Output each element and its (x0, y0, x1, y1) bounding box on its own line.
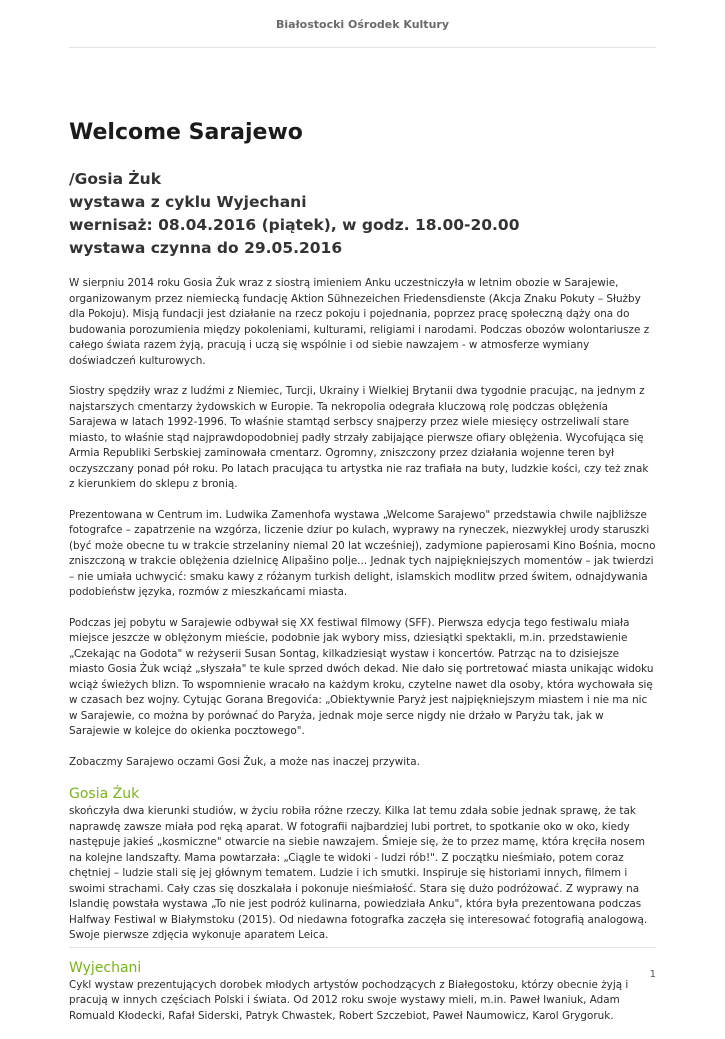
page-number: 1 (649, 969, 656, 980)
section-heading: Gosia Żuk (69, 786, 140, 802)
paragraph: W sierpniu 2014 roku Gosia Żuk wraz z siostrą imieniem Anku uczestniczyła w letnim obozie w Sarajewie, organizowanym przez niemiecką fundację Aktion Sühnezeichen Friedensdienste (Akcja Znaku Pokuty – Służby dla Pokoju). Misją fundacji jest działanie na rzecz pokoju i pojednania, poprzez pracę społeczną dąży ona do budowania porozumienia między pokoleniami, kulturami, religiami i narodami. Podczas obozów wolontariusze z całego świata razem żyją, pracują i uczą się wspólnie i od siebie nawzajem - w atmosferze wymiany doświadczeń kulturowych. (69, 277, 650, 367)
opening-line: wernisaż: 08.04.2016 (piątek), w godz. 18.00-20.00 (69, 216, 520, 234)
page-header (69, 0, 656, 48)
duration-line: wystawa czynna do 29.05.2016 (69, 239, 343, 257)
paragraph: Siostry spędziły wraz z ludźmi z Niemiec, Turcji, Ukrainy i Wielkiej Brytanii dwa tygodnie pracując, na jednym z najstarszych cmentarzy żydowskich w Europie. Ta nekropolia odegrała kluczową rolę podczas oblężenia Sarajewa w latach 1992-1996. To właśnie stamtąd serbscy snajperzy przez wiele miesięcy ostrzeliwali stare miasto, to właśnie stąd najprawdopodobniej padły strzały zabijające pierwsze ofiary oblężenia. Wycofująca się Armia Republiki Serbskiej zaminowała cmentarz. Ogromny, zniszczony przez działania wojenne teren był oczyszczany ponad pół roku. Po latach pracująca tu artystka nie raz trafiała na buty, ludzkie kości, czy też znak z kierunkiem do sklepu z bronią. (69, 385, 649, 490)
article-body (69, 276, 656, 770)
author-bio-section (69, 785, 656, 944)
paragraph: Podczas jej pobytu w Sarajewie odbywał się XX festiwal filmowy (SFF). Pierwsza edycja tego festiwalu miała miejsce jeszcze w oblężonym mieście, podobnie jak wybory miss, dziesiątki spektakli, m.in. przedstawienie „Czekając na Godota" w reżyserii Susan Sontag, kilkadziesiąt wystaw i koncertów. Patrząc na to dzisiejsze miasto Gosia Żuk wciąż „słyszała" te kule sprzed dwóch dekad. Nie dało się portretować miasta unikając widoku wciąż świeżych blizn. To wspomnienie wracało na każdym kroku, czytelne nawet dla osoby, która wychowała się w czasach bez wojny. Cytując Gorana Bregovića: „Obiektywnie Paryż jest najpiękniejszym miastem i nie ma nic w Sarajewie, co można by porównać do Paryża, jednak moje serce nigdy nie drżało w Paryżu tak, jak w Sarajewie w kolejce do okienka pocztowego". (69, 616, 654, 737)
site-name: Białostocki Ośrodek Kultury (276, 18, 449, 31)
article-content (69, 117, 656, 1039)
section-heading: Wyjechani (69, 959, 142, 976)
section-text: Cykl wystaw prezentujących dorobek młodych artystów pochodzących z Białegostoku, którzy obecnie żyją i pracują w innych częściach Polski i świata. Od 2012 roku swoje wystawy mieli, m.in. Paweł Iwaniuk, Adam Romuald Kłodecki, Rafał Siderski, Patryk Chwastek, Robert Szczebiot, Paweł Naumowicz, Karol Grygoruk. (69, 978, 629, 1022)
section-text: skończyła dwa kierunki studiów, w życiu robiła różne rzeczy. Kilka lat temu zdała sobie jednak sprawę, że tak naprawdę zawsze miała pod ręką aparat. W fotografii najbardziej lubi portret, to spotkanie oko w oko, kiedy następuje jakieś „kosmiczne" otwarcie na siebie nawzajem. Śmieje się, że to przez mamę, która kręciła nosem na kolejne landszafty. Mama powtarzała: „Ciągle te widoki - ludzi rób!". Z początku nieśmiało, potem coraz chętniej – ludzie stali się jej głównym tematem. Ludzie i ich smutki. Inspiruje się historiami innych, filmem i swoimi strachami. Cały czas się doszkalała i pokonuje nieśmiałość. Stara się dużo podróżować. Z wyprawy na Islandię powstała wystawa „To nie jest podróż kulinarna, powiedziała Anku", która była prezentowana podczas Halfway Festiwal w Białymstoku (2015). Od niedawna fotografka zaczęła się interesować fotografią analogową. Swoje pierwsze zdjęcia wykonuje aparatem Leica. (69, 805, 648, 941)
series-section (69, 959, 656, 1025)
article-subtitle (69, 168, 656, 260)
paragraph: Zobaczmy Sarajewo oczami Gosi Żuk, a może nas inaczej przywita. (69, 755, 420, 768)
series-line: wystawa z cyklu Wyjechani (69, 193, 307, 211)
paragraph: Prezentowana w Centrum im. Ludwika Zamenhofa wystawa „Welcome Sarajewo" przedstawia chwile najbliższe fotografce – zapatrzenie na wzgórza, liczenie dziur po kulach, wyprawy na ryneczek, niezwykłej urody staruszki (być może obecne tu w trakcie strzelaniny niemal 20 lat wcześniej), zadymione papierosami Kino Bośnia, mocno zniszczoną w trakcie oblężenia dzielnicę Alipašino polje... Jednak tych najpiękniejszych momentów – jak twierdzi – nie umiała uchwycić: smaku kawy z różanym turkish delight, islamskich modlitw przed świtem, odnajdywania podobieństw języka, rozmów z mieszkańcami miasta. (69, 508, 656, 598)
author-line: /Gosia Żuk (69, 170, 162, 188)
article-title: Welcome Sarajewo (69, 120, 303, 145)
